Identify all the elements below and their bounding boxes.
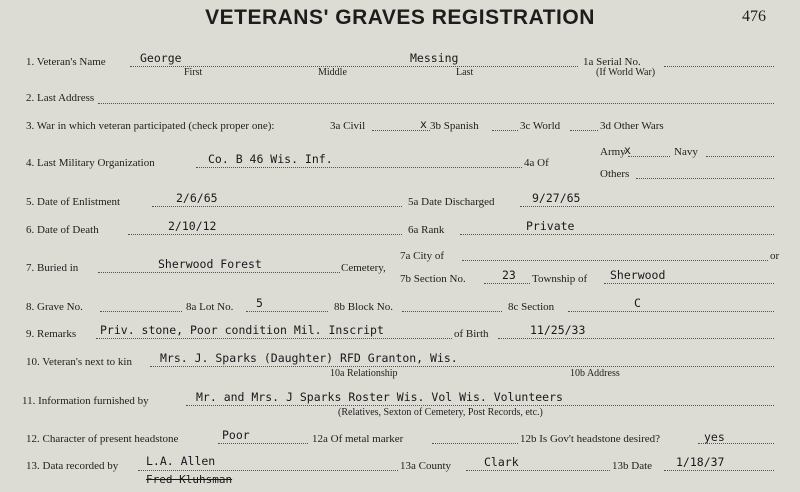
address-line [98, 103, 774, 104]
block-line [402, 311, 502, 312]
metal-marker-line [432, 443, 518, 444]
buried-line [98, 272, 340, 273]
label-first: First [184, 67, 203, 78]
city-line [462, 260, 768, 261]
kin-line [150, 366, 774, 367]
label-other-wars: 3d Other Wars [600, 120, 664, 132]
label-metal-marker: 12a Of metal marker [312, 433, 404, 445]
label-last: Last [456, 67, 474, 78]
value-section-8c: C [634, 296, 641, 310]
label-if-world-war: (If World War) [596, 67, 656, 78]
value-township: Sherwood [610, 268, 666, 282]
value-next-of-kin: Mrs. J. Sparks (Daughter) RFD Granton, Wis. [160, 351, 458, 365]
value-recorder-2: Fred Kluhsman [146, 473, 233, 486]
label-buried-in: 7. Buried in [26, 262, 79, 274]
value-lot-no: 5 [256, 296, 263, 310]
county-line [466, 470, 610, 471]
label-govt-headstone: 12b Is Gov't headstone desired? [520, 433, 661, 445]
label-of: 4a Of [524, 157, 549, 169]
label-cemetery: Cemetery, [341, 262, 386, 274]
label-city-of: 7a City of [400, 250, 444, 262]
value-rank: Private [526, 219, 575, 233]
label-section-8c: 8c Section [508, 301, 555, 313]
discharged-line [520, 206, 774, 207]
value-discharged: 9/27/65 [532, 191, 581, 205]
value-recorder: L.A. Allen [146, 454, 216, 468]
value-civil-check: x [420, 117, 427, 131]
label-veteran-name: 1. Veteran's Name [26, 56, 106, 68]
label-rank: 6a Rank [408, 224, 445, 236]
navy-line [706, 156, 774, 157]
label-headstone-character: 12. Character of present headstone [26, 433, 179, 445]
serial-line [664, 66, 774, 67]
label-or: or [770, 250, 780, 262]
enlistment-line [152, 206, 402, 207]
label-kin-address: 10b Address [570, 368, 620, 379]
value-buried-in: Sherwood Forest [158, 257, 262, 271]
label-military-org: 4. Last Military Organization [26, 157, 155, 169]
birth-line [498, 338, 774, 339]
value-record-date: 1/18/37 [676, 455, 725, 469]
record-date-line [664, 470, 774, 471]
label-discharged: 5a Date Discharged [408, 196, 495, 208]
label-last-address: 2. Last Address [26, 92, 95, 104]
label-relationship: 10a Relationship [330, 368, 398, 379]
label-lot-no: 8a Lot No. [186, 301, 234, 313]
label-middle: Middle [318, 67, 347, 78]
township-line [604, 283, 774, 284]
value-remarks: Priv. stone, Poor condition Mil. Inscript [100, 323, 384, 337]
recorder-line [138, 470, 398, 471]
section-8c-line [568, 311, 774, 312]
others-line [636, 178, 774, 179]
label-township: Township of [532, 273, 588, 285]
form-title: VETERANS' GRAVES REGISTRATION [205, 6, 595, 29]
label-grave-no: 8. Grave No. [26, 301, 83, 313]
value-birth: 11/25/33 [530, 323, 586, 337]
org-line [196, 167, 522, 168]
lot-line [246, 311, 328, 312]
headstone-line [218, 443, 308, 444]
value-death: 2/10/12 [168, 219, 217, 233]
label-block-no: 8b Block No. [334, 301, 393, 313]
label-record-date: 13b Date [612, 460, 653, 472]
label-navy: Navy [674, 146, 698, 158]
label-serial-no: 1a Serial No. [583, 56, 641, 68]
label-recorded-by: 13. Data recorded by [26, 460, 119, 472]
death-line [128, 234, 402, 235]
value-informant: Mr. and Mrs. J Sparks Roster Wis. Vol Wis. Volunteers [196, 390, 563, 404]
value-last-name: Messing [410, 51, 459, 65]
card-number: 476 [742, 8, 766, 25]
value-army-check: x [624, 143, 631, 157]
label-world: 3c World [520, 120, 561, 132]
label-next-of-kin: 10. Veteran's next to kin [26, 356, 132, 368]
section-no-line [484, 283, 530, 284]
value-section-no: 23 [502, 268, 516, 282]
label-county: 13a County [400, 460, 452, 472]
world-line [570, 130, 598, 131]
spanish-line [492, 130, 518, 131]
value-first-name: George [140, 51, 182, 65]
label-war: 3. War in which veteran participated (check proper one): [26, 120, 275, 132]
label-others: Others [600, 168, 630, 180]
remarks-line [96, 338, 452, 339]
label-army: Army [600, 146, 626, 158]
grave-line [100, 311, 182, 312]
label-informant-sources: (Relatives, Sexton of Cemetery, Post Records, etc.) [338, 407, 543, 418]
army-line [628, 156, 670, 157]
value-county: Clark [484, 455, 519, 469]
value-govt-headstone: yes [704, 430, 725, 444]
label-of-birth: of Birth [454, 328, 489, 340]
label-information-furnished: 11. Information furnished by [22, 395, 149, 407]
label-spanish: 3b Spanish [430, 120, 479, 132]
label-section-no: 7b Section No. [400, 273, 466, 285]
label-date-of-death: 6. Date of Death [26, 224, 99, 236]
value-headstone: Poor [222, 428, 250, 442]
label-remarks: 9. Remarks [26, 328, 77, 340]
informant-line [186, 405, 774, 406]
label-enlistment: 5. Date of Enlistment [26, 196, 121, 208]
rank-line [460, 234, 774, 235]
value-enlistment: 2/6/65 [176, 191, 218, 205]
label-civil: 3a Civil [330, 120, 366, 132]
value-organization: Co. B 46 Wis. Inf. [208, 152, 333, 166]
